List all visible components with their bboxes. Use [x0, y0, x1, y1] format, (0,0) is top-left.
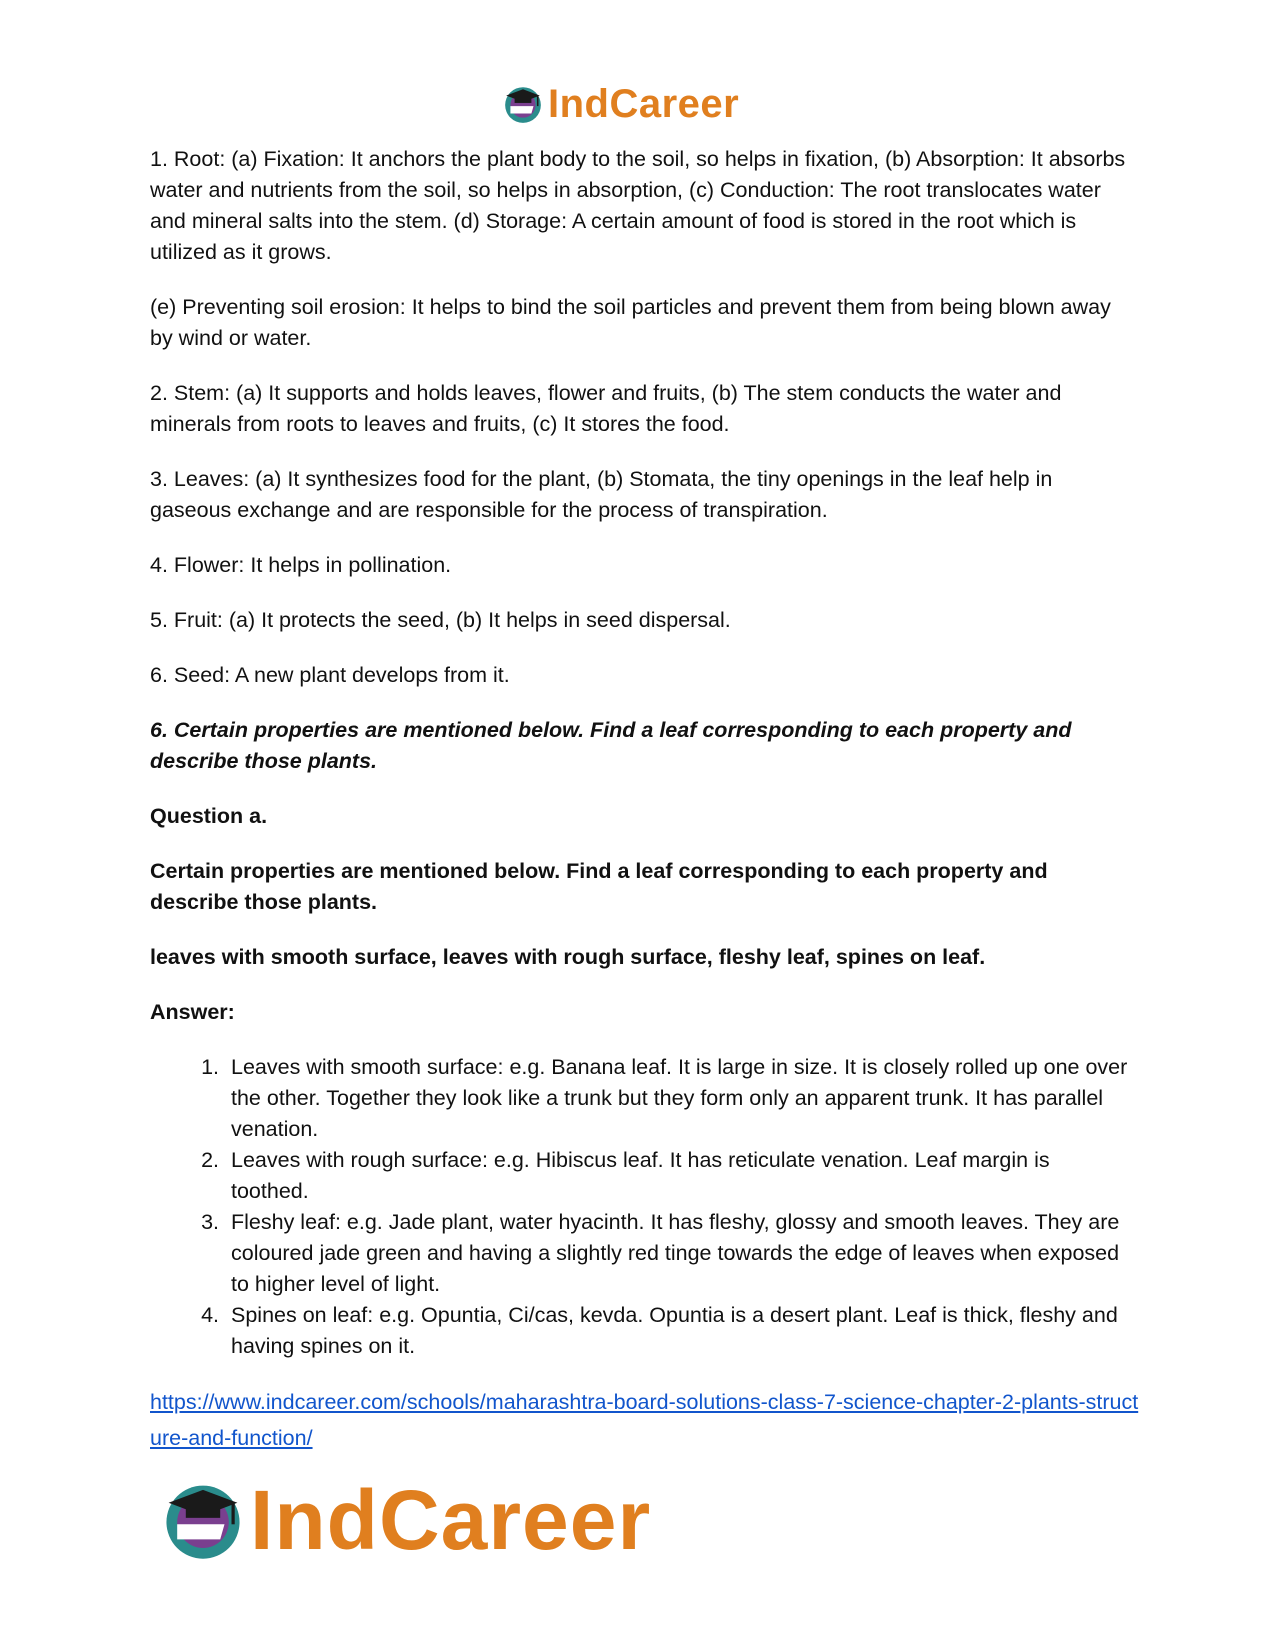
paragraph-soil-erosion: (e) Preventing soil erosion: It helps to bind the soil particles and prevent them from being blown away by wind or water. [150, 295, 1111, 350]
header-logo [502, 80, 739, 128]
graduation-cap-icon [160, 1477, 246, 1563]
list-item: 2. Leaves with rough surface: e.g. Hibiscus leaf. It has reticulate venation. Leaf margin is toothed. [225, 1145, 1130, 1207]
list-item: 3. Fleshy leaf: e.g. Jade plant, water hyacinth. It has fleshy, glossy and smooth leaves. They are coloured jade green and having a slightly red tinge towards the edge of leaves when exposed to higher level of light. [225, 1207, 1130, 1300]
paragraph-fruit: 5. Fruit: (a) It protects the seed, (b) It helps in seed dispersal. [150, 608, 731, 632]
main-content [150, 144, 1130, 1386]
question-label: Question a. [150, 804, 268, 828]
paragraph-flower: 4. Flower: It helps in pollination. [150, 553, 452, 577]
footer-logo-text: IndCareer [250, 1473, 652, 1567]
question-heading: 6. Certain properties are mentioned below. Find a leaf corresponding to each property and describe those plants. [150, 718, 1072, 773]
header-logo-text: IndCareer [548, 82, 740, 126]
paragraph-stem: 2. Stem: (a) It supports and holds leaves, flower and fruits, (b) The stem conducts the water and minerals from roots to leaves and fruits, (c) It stores the food. [150, 381, 1062, 436]
list-item: 4. Spines on leaf: e.g. Opuntia, Ci/cas, kevda. Opuntia is a desert plant. Leaf is thick, fleshy and having spines on it. [225, 1300, 1130, 1362]
footer-logo [160, 1470, 651, 1570]
question-text: Certain properties are mentioned below. Find a leaf corresponding to each property and describe those plants. [150, 859, 1048, 914]
answer-label: Answer: [150, 1000, 235, 1024]
source-link[interactable]: https://www.indcareer.com/schools/maharashtra-board-solutions-class-7-science-chapter-2-plants-structure-and-function/ [150, 1390, 1139, 1450]
answer-list [150, 1052, 1130, 1362]
paragraph-leaves: 3. Leaves: (a) It synthesizes food for the plant, (b) Stomata, the tiny openings in the leaf help in gaseous exchange and are responsible for the process of transpiration. [150, 467, 1053, 522]
paragraph-root: 1. Root: (a) Fixation: It anchors the plant body to the soil, so helps in fixation, (b) Absorption: It absorbs water and nutrients from the soil, so helps in absorption, (c) Conduction: The root translocates water and mineral salts into the stem. (d) Storage: A certain amount of food is stored in the root which is utilized as it grows. [150, 147, 1126, 264]
graduation-cap-icon [502, 83, 544, 125]
question-items: leaves with smooth surface, leaves with rough surface, fleshy leaf, spines on leaf. [150, 945, 986, 969]
list-item: 1. Leaves with smooth surface: e.g. Banana leaf. It is large in size. It is closely rolled up one over the other. Together they look like a trunk but they form only an apparent trunk. It has parallel venation. [225, 1052, 1130, 1145]
paragraph-seed: 6. Seed: A new plant develops from it. [150, 663, 510, 687]
